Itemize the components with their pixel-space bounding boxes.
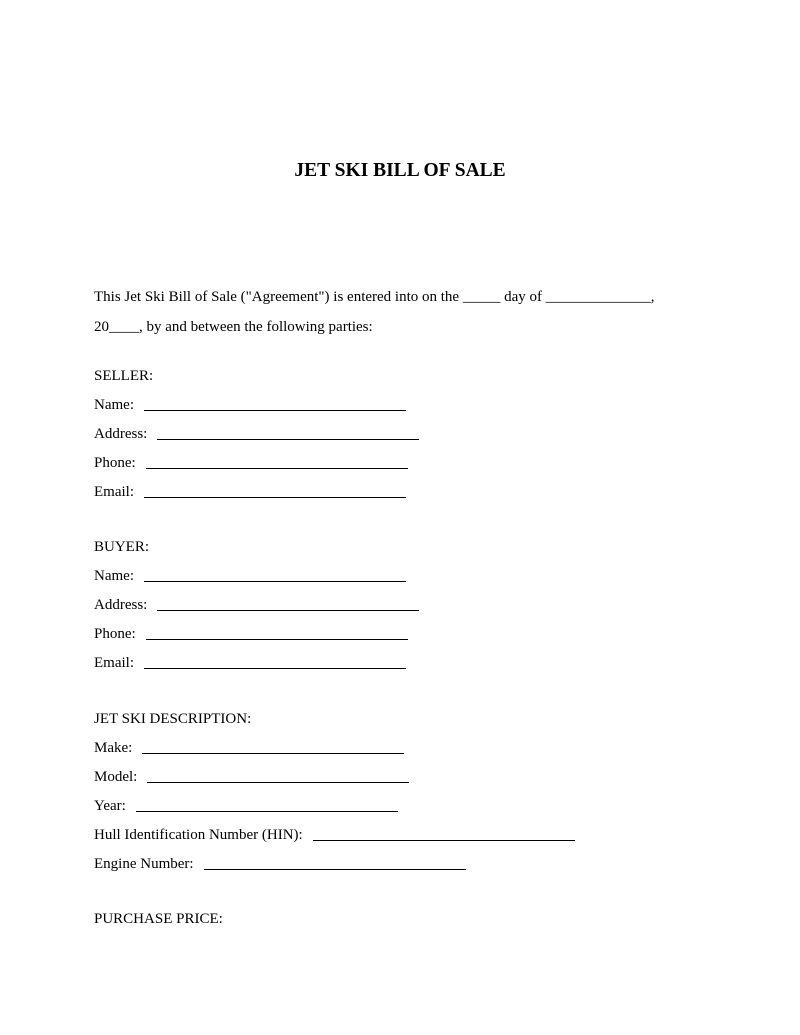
model-row xyxy=(94,763,575,792)
seller-email-row xyxy=(94,478,419,507)
seller-phone-row xyxy=(94,449,419,478)
buyer-email-label: Email: xyxy=(94,655,134,671)
buyer-section xyxy=(94,533,419,678)
seller-email-label: Email: xyxy=(94,484,134,500)
seller-name-label: Name: xyxy=(94,397,134,413)
buyer-phone-label: Phone: xyxy=(94,626,136,642)
buyer-heading: BUYER: xyxy=(94,539,150,555)
buyer-address-field[interactable] xyxy=(157,610,419,611)
seller-phone-field[interactable] xyxy=(146,468,408,469)
hin-row xyxy=(94,821,575,850)
make-field[interactable] xyxy=(142,753,404,754)
seller-address-row xyxy=(94,420,419,449)
make-label: Make: xyxy=(94,740,133,756)
buyer-phone-row xyxy=(94,620,419,649)
buyer-name-row xyxy=(94,562,419,591)
buyer-email-row xyxy=(94,649,419,678)
year-row xyxy=(94,792,575,821)
buyer-email-field[interactable] xyxy=(144,668,406,669)
make-row xyxy=(94,734,575,763)
model-label: Model: xyxy=(94,769,138,785)
buyer-phone-field[interactable] xyxy=(146,639,408,640)
year-label: Year: xyxy=(94,798,126,814)
seller-section xyxy=(94,362,419,507)
buyer-name-label: Name: xyxy=(94,568,134,584)
buyer-name-field[interactable] xyxy=(144,581,406,582)
intro-line-1: This Jet Ski Bill of Sale ("Agreement") is entered into on the _____ day of ______________, xyxy=(94,289,655,305)
seller-address-label: Address: xyxy=(94,426,148,442)
seller-name-field[interactable] xyxy=(144,410,406,411)
description-heading: JET SKI DESCRIPTION: xyxy=(94,711,252,727)
engine-number-label: Engine Number: xyxy=(94,856,194,872)
description-section xyxy=(94,705,575,879)
purchase-price-section xyxy=(94,905,223,934)
seller-phone-label: Phone: xyxy=(94,455,136,471)
seller-name-row xyxy=(94,391,419,420)
intro-line-2: 20____, by and between the following parties: xyxy=(94,319,373,335)
year-field[interactable] xyxy=(136,811,398,812)
engine-number-field[interactable] xyxy=(204,869,466,870)
intro-paragraph xyxy=(94,282,714,342)
buyer-address-row xyxy=(94,591,419,620)
hin-label: Hull Identification Number (HIN): xyxy=(94,827,303,843)
engine-number-row xyxy=(94,850,575,879)
seller-heading: SELLER: xyxy=(94,368,154,384)
buyer-address-label: Address: xyxy=(94,597,148,613)
hin-field[interactable] xyxy=(313,840,575,841)
document-title: JET SKI BILL OF SALE xyxy=(294,160,506,181)
seller-address-field[interactable] xyxy=(157,439,419,440)
purchase-price-heading: PURCHASE PRICE: xyxy=(94,911,223,927)
seller-email-field[interactable] xyxy=(144,497,406,498)
model-field[interactable] xyxy=(147,782,409,783)
